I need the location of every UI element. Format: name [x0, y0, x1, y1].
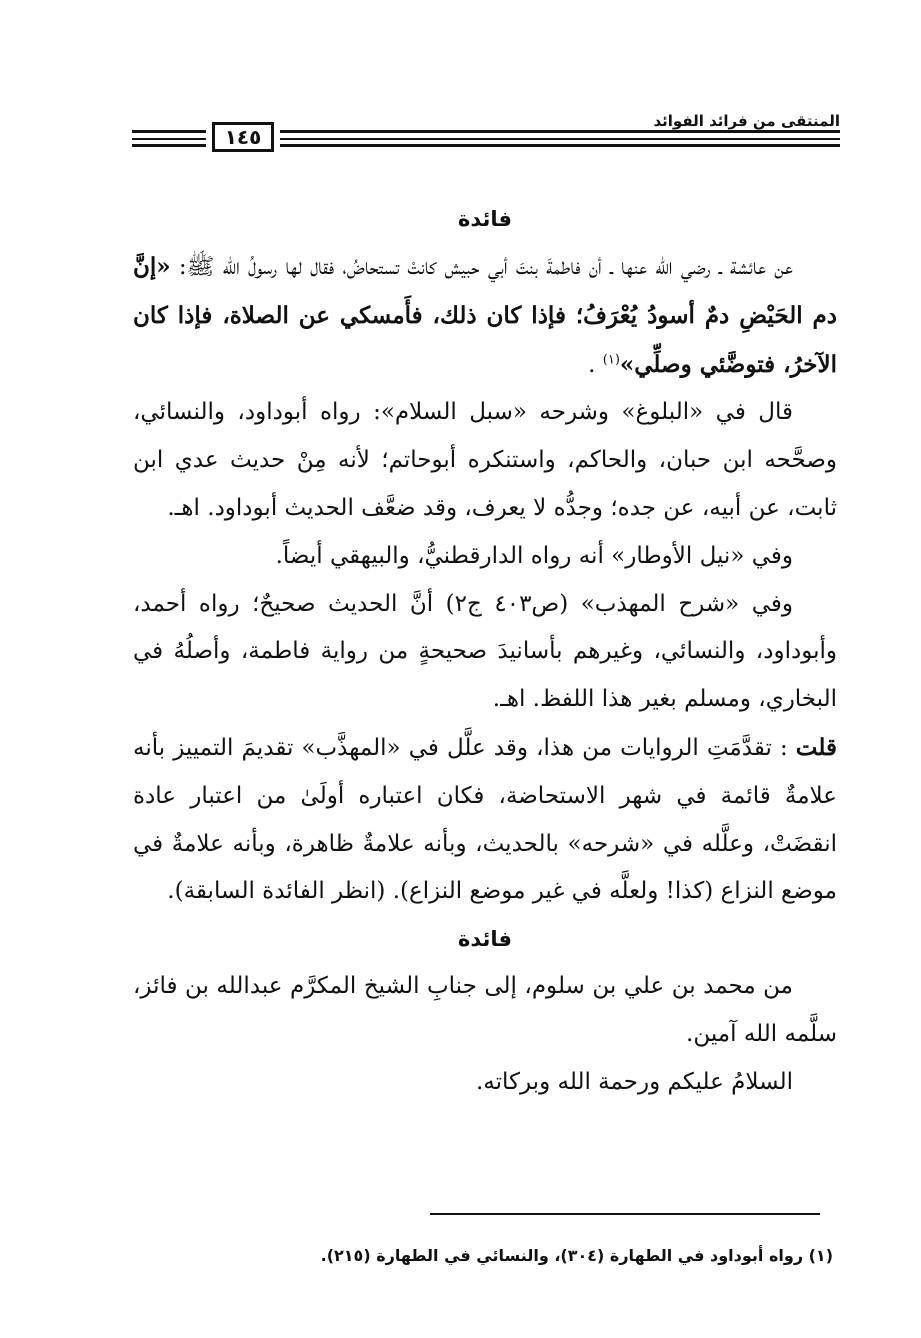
- qultu-text: : تقدَّمَتِ الروايات من هذا، وقد علَّل في «المهذَّب» تقديمَ التمييز بأنه علامةٌ قائمة في شهر الاستحاضة، فكان اعتباره أولَىٰ من اعتبار عادة انقضَتْ، وعلَّله في «شرحه» بالحديث، وبأنه علامةٌ ظاهرة، وبأنه علامةٌ في موضع النزاع (كذا! ولعلَّه في غير موضع النزاع). (انظر الفائدة السابقة).: [133, 734, 837, 905]
- section-heading-2: فائدة: [457, 927, 513, 952]
- paragraph-muhadhdhab: وفي «شرح المهذب» (ص٤٠٣ ج٢) أنَّ الحديث صحيحٌ؛ رواه أحمد، وأبوداود، والنسائي، وغيرهم بأسانيدَ صحيحةٍ من رواية فاطمة، وأصلُهُ في البخاري، ومسلم بغير هذا اللفظ. اهـ.: [133, 590, 837, 713]
- paragraph-nayl: وفي «نيل الأوطار» أنه رواه الدارقطنيُّ، والبيهقي أيضاً.: [275, 542, 793, 569]
- page-header: [130, 108, 840, 156]
- paragraph-bulugh: قال في «البلوغ» وشرحه «سبل السلام»: رواه أبوداود، والنسائي، وصحَّحه ابن حبان، والحاكم، واستنكره أبوحاتم؛ لأنه مِنْ حديث عدي ابن ثابت، عن أبيه، عن جده؛ وجدُّه لا يعرف، وقد ضعَّف الحديث أبوداود. اهـ.: [133, 399, 837, 521]
- page-number: ١٤٥: [212, 122, 274, 152]
- footnote-separator: [430, 1213, 820, 1215]
- header-rule-right-thin: [280, 138, 840, 140]
- header-rule-left-thin: [132, 138, 206, 140]
- hadith-text: «إنَّ دم الحَيْضِ دمٌ أسودُ يُعْرَفُ؛ فإذا كان ذلك، فأَمسكي عن الصلاة، فإذا كان الآخرُ، فتوضَّئي وصلِّي»: [133, 253, 837, 378]
- header-rule-right-thick: [280, 130, 840, 133]
- hadith-intro: عن عائشة ـ رضي الله عنها ـ أن فاطمةَ بنتَ أبي حبيش كانتْ تستحاضُ، فقال لها رسولُ الله ﷺ:: [170, 254, 793, 280]
- paragraph-greeting: السلامُ عليكم ورحمة الله وبركاته.: [475, 1068, 793, 1095]
- footnote-ref: (١): [602, 351, 620, 367]
- header-rule-left-thick: [132, 130, 206, 133]
- paragraph-hadith: [133, 243, 837, 389]
- hadith-end: .: [588, 351, 603, 378]
- paragraph-qultu: [133, 724, 837, 916]
- main-text: [133, 196, 837, 1107]
- paragraph-letter: من محمد بن علي بن سلوم، إلى جنابِ الشيخ المكرَّم عبدالله بن فائز، سلَّمه الله آمين.: [133, 973, 837, 1047]
- header-rule-left-thick-2: [132, 144, 206, 147]
- qultu-label: قلت: [795, 733, 837, 761]
- footnote: (١) رواه أبوداود في الطهارة (٣٠٤)، والنسائي في الطهارة (٢١٥).: [320, 1246, 833, 1265]
- header-rule-right-thick-2: [280, 144, 840, 147]
- running-title: المنتقى من فرائد الفوائد: [653, 112, 840, 130]
- section-heading: فائدة: [457, 207, 513, 231]
